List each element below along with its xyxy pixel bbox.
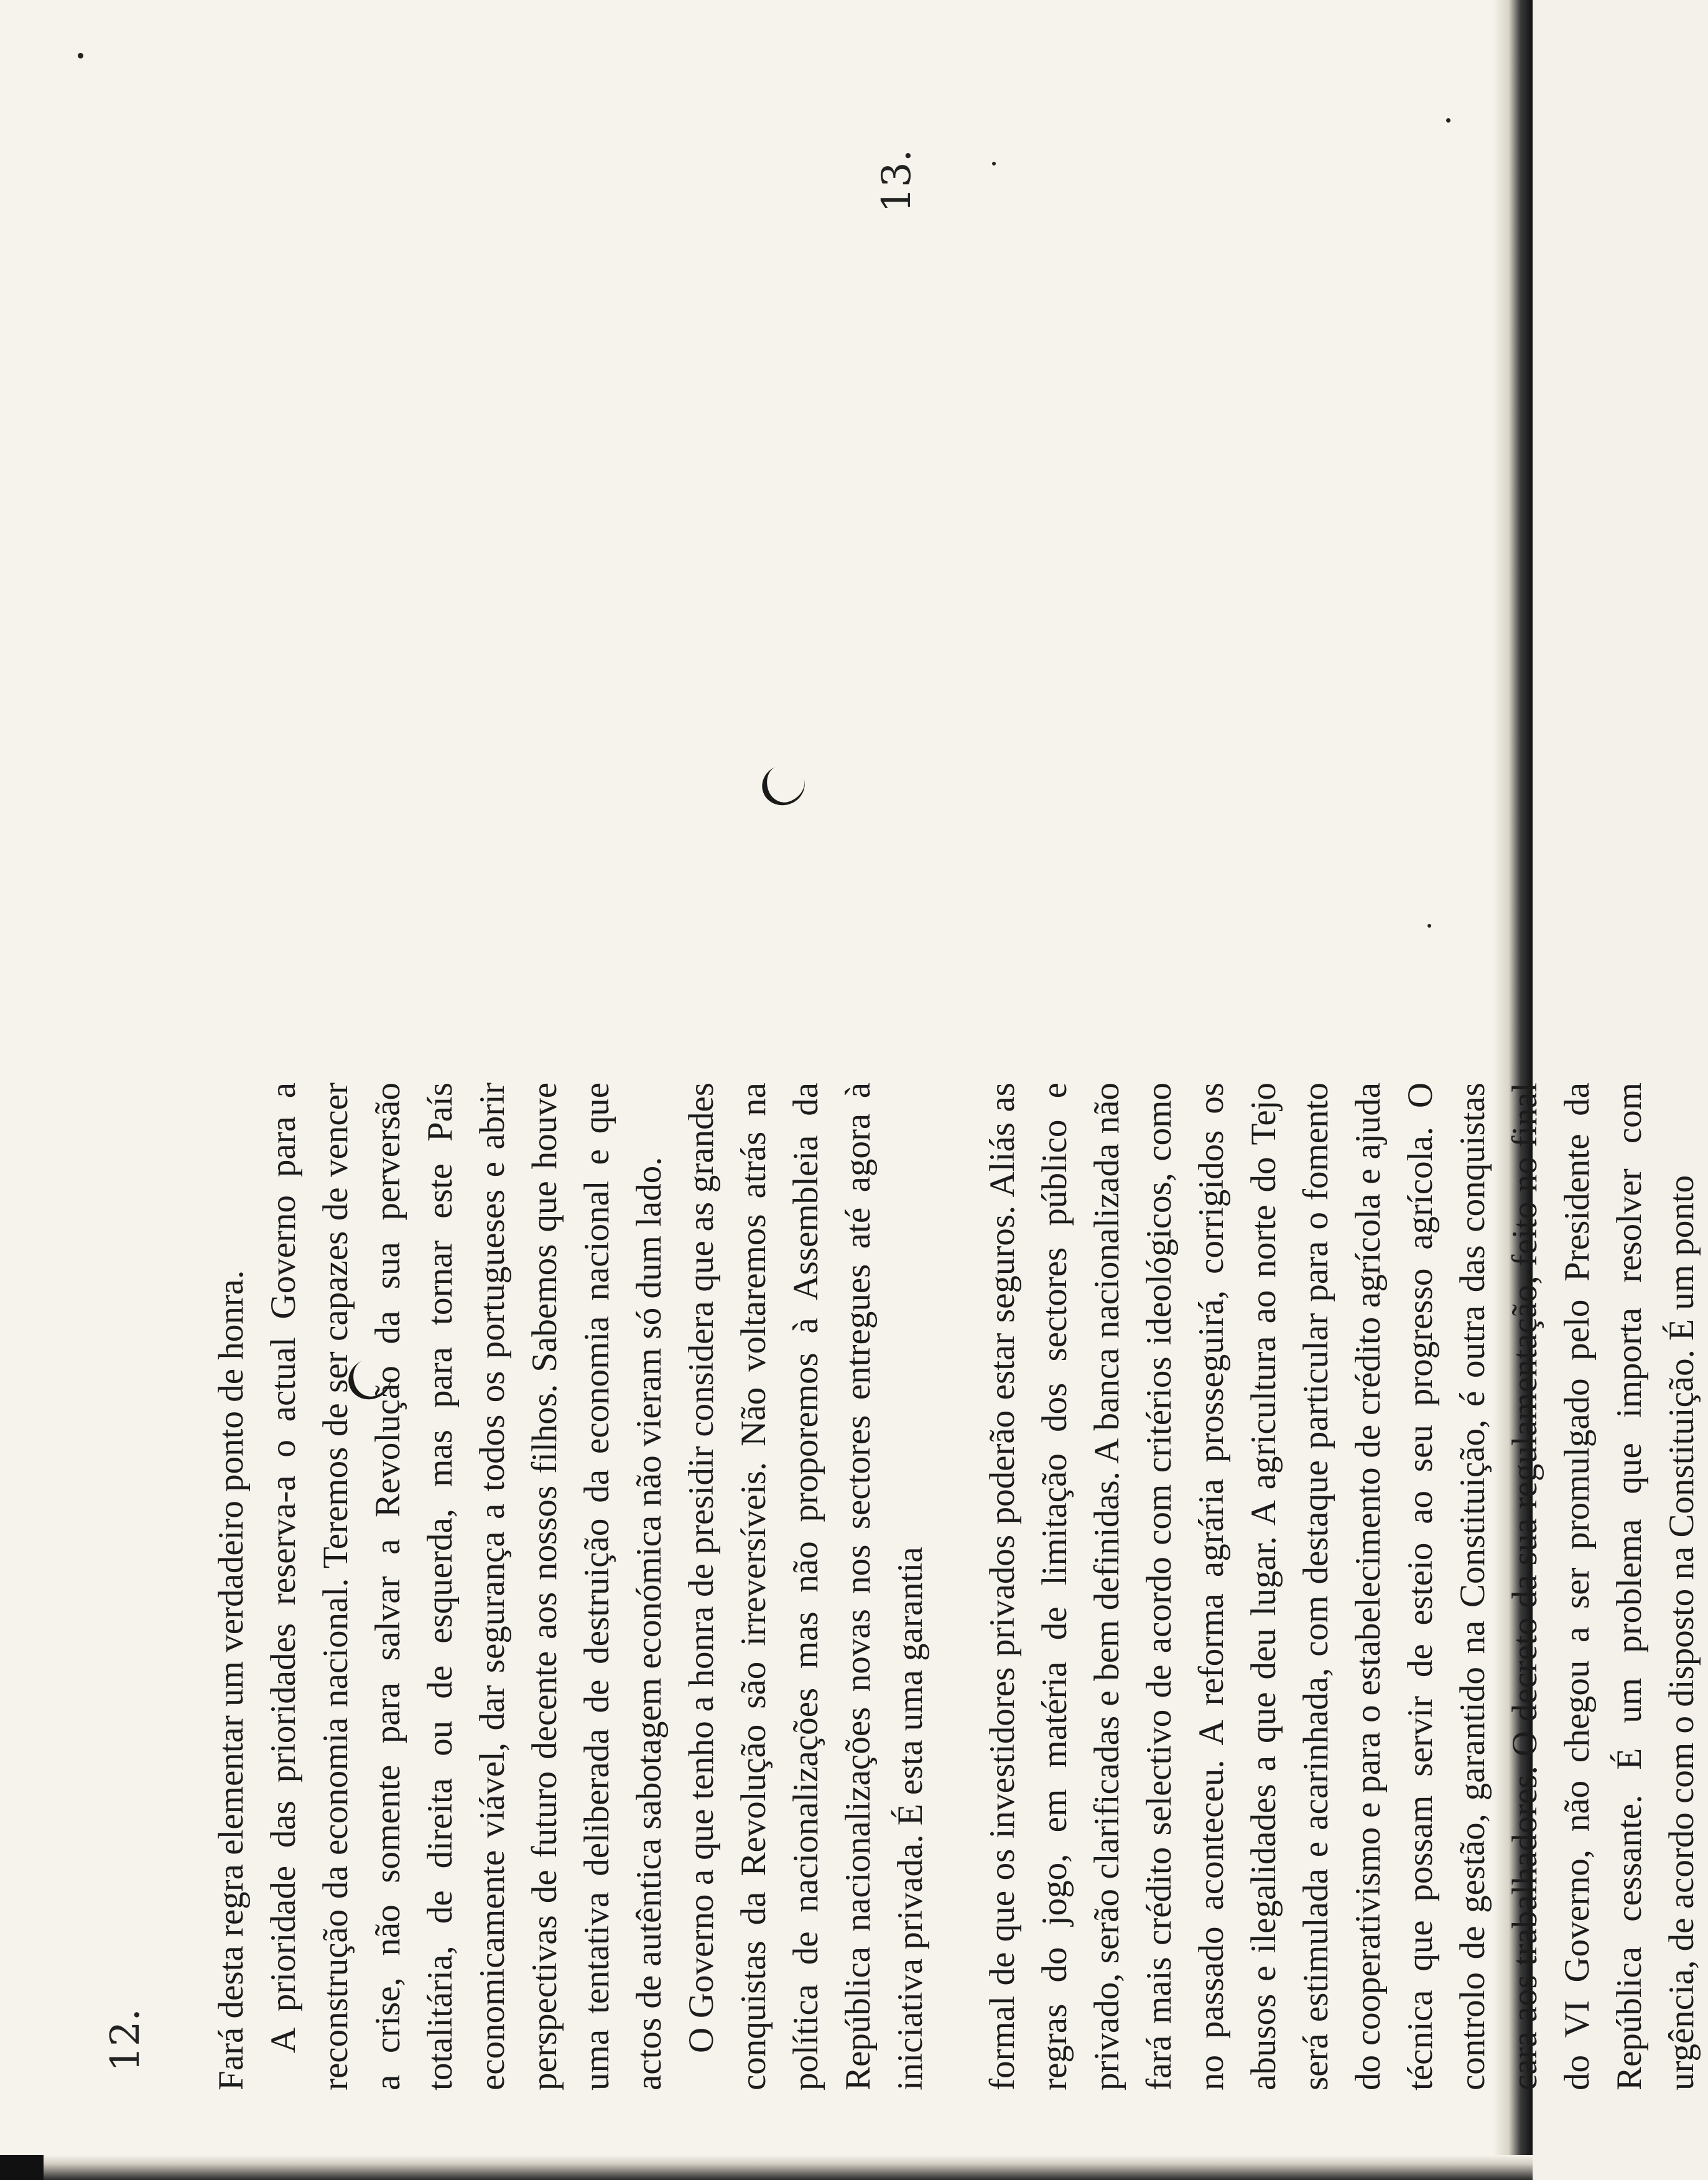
paragraph: formal de que os investidores privados poderão estar seguros. Aliás as regras do jogo, em matéria de limitação dos sectores público e privado, serão clarificadas e bem definidas. A banca nacionalizada não fará mais crédito selectivo de acordo com critérios ideológicos, como no passado aconteceu. A reforma agrária prosseguirá, corrigidos os abusos e ilegalidades a que deu lugar. A agricultura ao norte do Tejo será estimulada e acarinhada, com destaque particular para o fomento do cooperativismo e para o estabelecimento de crédito agrícola e ajuda técnica que possam servir de esteio ao seu progresso agrícola. O controlo de gestão, garantido na Constituição, é outra das conquistas cara aos trabalhadores. O decreto da sua regulamentação, feito no final do VI Governo, não chegou a ser promulgado pelo Presidente da República cessante. É um problema que importa resolver com urgência, de acordo com o disposto na Constituição. É um ponto — [983, 1083, 1701, 2090]
corner-mark — [0, 2155, 44, 2180]
speck — [78, 53, 83, 58]
page-number: 12. — [103, 2008, 149, 2072]
page-number: 13. — [874, 149, 920, 213]
paragraph: O Governo a que tenho a honra de presidir considera que as grandes conquistas da Revolução são irreversíveis. Não voltaremos atrás na política de nacionalizações mas não proporemos à Assembleia da República nacionalizações novas nos sectores entregues até agora à iniciativa privada. É esta uma garantia — [682, 1083, 930, 2090]
paragraph: A prioridade das prioridades reserva-a o actual Governo para a reconstrução da economia nacional. Teremos de ser capazes de vencer a crise, não somente para salvar a Revolução da sua perversão totalitária, de direita ou de esquerda, mas para tornar este País economicamente viável, dar segurança a todos os portugueses e abrir perspectivas de futuro decente aos nossos filhos. Sabemos que houve uma tentativa deliberada de destruição da economia nacional e que actos de autêntica sabotagem económica não vieram só dum lado. — [264, 1083, 669, 2090]
scanner-edge — [0, 2155, 1533, 2180]
paragraph: Fará desta regra elementar um verdadeiro ponto de honra. — [211, 1270, 251, 2090]
page-text — [977, 1083, 1708, 2090]
page-right — [874, 131, 1701, 2090]
page-text — [205, 1083, 937, 2090]
speck — [1446, 118, 1450, 123]
